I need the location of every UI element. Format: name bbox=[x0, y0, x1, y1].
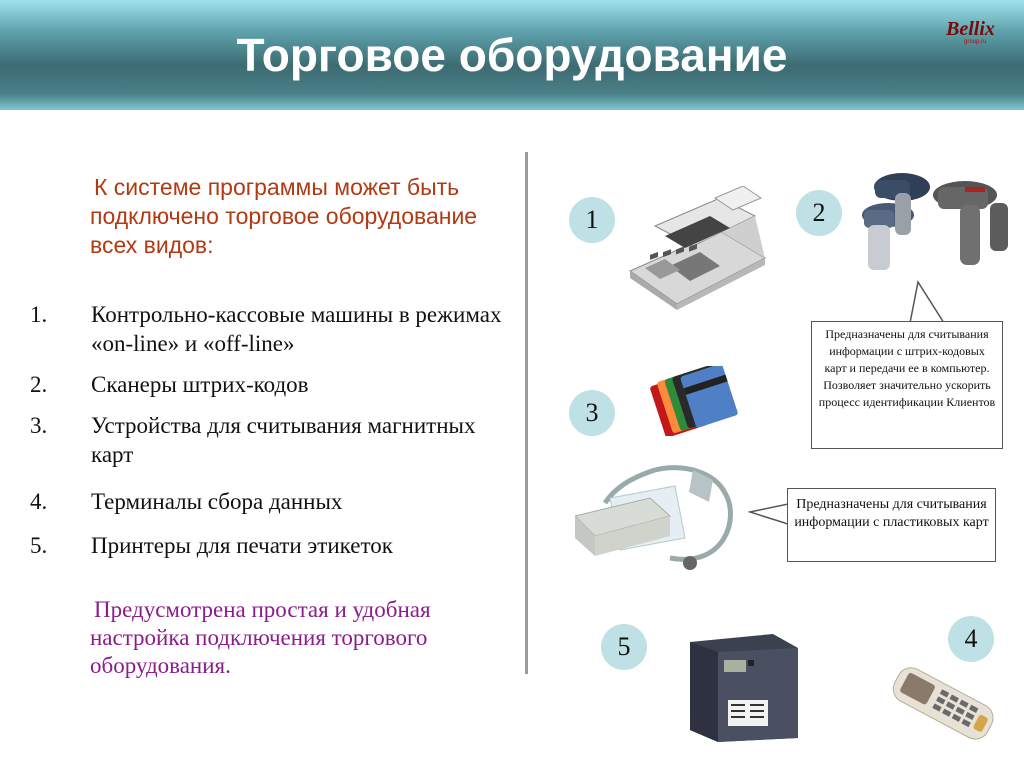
callout-pointer bbox=[880, 280, 950, 325]
badge-1: 1 bbox=[569, 197, 615, 243]
list-text: Сканеры штрих-кодов bbox=[91, 372, 309, 397]
equipment-list bbox=[30, 300, 510, 560]
magnetic-cards-image bbox=[648, 366, 743, 436]
card-reader-image bbox=[575, 458, 750, 578]
list-text: Принтеры для печати этикеток bbox=[91, 533, 393, 558]
list-item bbox=[30, 300, 510, 358]
card-reader-callout: Предназначены для считывания информации с пластиковых карт bbox=[787, 488, 996, 562]
vertical-divider bbox=[525, 152, 528, 674]
logo-subtext: group.ru bbox=[964, 39, 987, 45]
title-bar bbox=[0, 0, 1024, 110]
company-logo bbox=[946, 18, 1002, 48]
intro-text: К системе программы может быть подключено торговое оборудование всех видов: bbox=[90, 174, 478, 258]
list-text: Терминалы сбора данных bbox=[91, 489, 343, 514]
list-number: 4. bbox=[30, 489, 48, 514]
list-text: Устройства для считывания магнитных карт bbox=[91, 413, 476, 467]
list-text: Контрольно-кассовые машины в режимах «on-line» и «off-line» bbox=[91, 302, 502, 356]
list-item bbox=[30, 411, 510, 469]
list-item bbox=[30, 487, 510, 516]
badge-3: 3 bbox=[569, 390, 615, 436]
data-terminal-image bbox=[880, 664, 1000, 744]
logo-text: Bellix bbox=[946, 18, 995, 40]
scanner-callout: Предназначены для считывания информации с штрих-кодовых карт и передачи ее в компьютер. Позволяет значительно ускорить процесс идентификации Клиентов bbox=[811, 321, 1003, 449]
page-title: Торговое оборудование bbox=[236, 29, 788, 81]
list-number: 5. bbox=[30, 533, 48, 558]
list-number: 1. bbox=[30, 302, 48, 327]
callout-pointer bbox=[748, 500, 790, 530]
label-printer-image bbox=[688, 630, 803, 745]
list-item bbox=[30, 370, 510, 399]
badge-5: 5 bbox=[601, 624, 647, 670]
barcode-scanner-image bbox=[850, 165, 1015, 280]
badge-4: 4 bbox=[948, 616, 994, 662]
list-number: 2. bbox=[30, 372, 48, 397]
list-number: 3. bbox=[30, 413, 48, 438]
list-item bbox=[30, 531, 510, 560]
outro-text: Предусмотрена простая и удобная настройка подключения торгового оборудования. bbox=[90, 597, 431, 678]
cash-register-image bbox=[625, 186, 770, 311]
badge-2: 2 bbox=[796, 190, 842, 236]
